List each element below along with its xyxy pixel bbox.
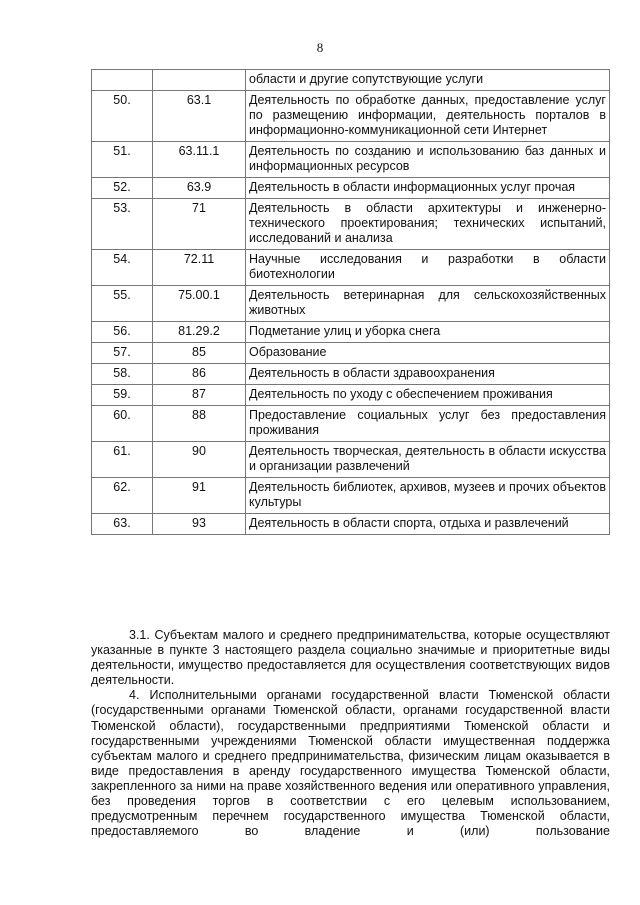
activity-description: Деятельность в области спорта, отдыха и развлечений [249, 516, 569, 530]
table-row [92, 250, 610, 286]
table-row [92, 514, 610, 535]
activity-description: Деятельность библиотек, архивов, музеев и прочих объектов культуры [249, 480, 606, 509]
okved-code-cell [153, 70, 246, 91]
table-row [92, 406, 610, 442]
table-row [92, 286, 610, 322]
paragraph-3-1: 3.1. Субъектам малого и среднего предпринимательства, которые осуществляют указанные в пункте 3 настоящего раздела социально значимые и приоритетные виды деятельности, имущество предоставляется для осуществления соответствующих видов деятельности. [91, 628, 610, 688]
table-row [92, 91, 610, 142]
table-row [92, 385, 610, 406]
activity-description-cell [246, 178, 610, 199]
table-row [92, 364, 610, 385]
row-number-cell: 53. [92, 199, 153, 250]
row-number-cell: 63. [92, 514, 153, 535]
activity-description: Деятельность в области информационных услуг прочая [249, 180, 576, 194]
row-number-cell: 57. [92, 343, 153, 364]
okved-code-cell: 63.1 [153, 91, 246, 142]
activity-description-cell [246, 70, 610, 91]
row-number-cell: 56. [92, 322, 153, 343]
okved-code-cell: 90 [153, 442, 246, 478]
table-row [92, 478, 610, 514]
okved-code-cell: 71 [153, 199, 246, 250]
activity-description-cell [246, 250, 610, 286]
okved-code-cell: 63.9 [153, 178, 246, 199]
activity-description-cell [246, 199, 610, 250]
okved-code-cell: 87 [153, 385, 246, 406]
activity-description-cell [246, 286, 610, 322]
row-number-cell: 55. [92, 286, 153, 322]
table-row [92, 142, 610, 178]
okved-activity-table [91, 69, 610, 535]
row-number-cell: 62. [92, 478, 153, 514]
row-number-cell: 54. [92, 250, 153, 286]
row-number-cell: 58. [92, 364, 153, 385]
row-number-cell: 50. [92, 91, 153, 142]
activity-description-cell [246, 322, 610, 343]
activity-description-cell [246, 385, 610, 406]
okved-code-cell: 81.29.2 [153, 322, 246, 343]
row-number-cell: 59. [92, 385, 153, 406]
activity-description-cell [246, 442, 610, 478]
row-number-cell: 52. [92, 178, 153, 199]
activity-description: Деятельность в области архитектуры и инженерно-технического проектирования; технических испытаний, исследований и анализа [249, 201, 606, 245]
activity-description: Деятельность в области здравоохранения [249, 366, 495, 380]
table-row [92, 70, 610, 91]
activity-description: Деятельность ветеринарная для сельскохозяйственных животных [249, 288, 606, 317]
activity-description: Деятельность творческая, деятельность в области искусства и организации развлечений [249, 444, 606, 473]
row-number-cell: 60. [92, 406, 153, 442]
okved-code-cell: 72.11 [153, 250, 246, 286]
okved-code-cell: 63.11.1 [153, 142, 246, 178]
activity-description-cell [246, 343, 610, 364]
okved-code-cell: 85 [153, 343, 246, 364]
activity-description-cell [246, 406, 610, 442]
row-number-cell: 61. [92, 442, 153, 478]
body-text [91, 628, 610, 839]
activity-description: Предоставление социальных услуг без предоставления проживания [249, 408, 606, 437]
activity-description: области и другие сопутствующие услуги [249, 72, 484, 86]
activity-description: Научные исследования и разработки в области биотехнологии [249, 252, 606, 281]
activity-description: Подметание улиц и уборка снега [249, 324, 441, 338]
paragraph-4: 4. Исполнительными органами государственной власти Тюменской области (государственными органами Тюменской области, органами государственной власти Тюменской области), государственными предприятиями Тюменской области и государственными учреждениями Тюменской области имущественная поддержка субъектам малого и среднего предпринимательства, физическим лицам оказывается в виде предоставления в аренду государственного имущества Тюменской области, закрепленного за ними на праве хозяйственного ведения или оперативного управления, без проведения торгов в соответствии с его целевым использованием, предусмотренным перечнем государственного имущества Тюменской области, предоставляемого во владение и (или) пользование [91, 688, 610, 839]
okved-code-cell: 88 [153, 406, 246, 442]
activity-description-cell [246, 91, 610, 142]
activity-description-cell [246, 514, 610, 535]
activity-description: Образование [249, 345, 327, 359]
activity-description-cell [246, 142, 610, 178]
table-row [92, 322, 610, 343]
activity-description: Деятельность по уходу с обеспечением проживания [249, 387, 553, 401]
okved-code-cell: 91 [153, 478, 246, 514]
table-row [92, 199, 610, 250]
page-number: 8 [316, 40, 324, 55]
table-row [92, 178, 610, 199]
row-number-cell: 51. [92, 142, 153, 178]
okved-code-cell: 75.00.1 [153, 286, 246, 322]
activity-description: Деятельность по обработке данных, предоставление услуг по размещению информации, деятельность порталов в информационно-коммуникационной сети Интернет [249, 93, 606, 137]
activity-description: Деятельность по созданию и использованию баз данных и информационных ресурсов [249, 144, 606, 173]
okved-code-cell: 93 [153, 514, 246, 535]
table-row [92, 343, 610, 364]
table-row [92, 442, 610, 478]
activity-description-cell [246, 364, 610, 385]
activity-description-cell [246, 478, 610, 514]
okved-code-cell: 86 [153, 364, 246, 385]
row-number-cell [92, 70, 153, 91]
